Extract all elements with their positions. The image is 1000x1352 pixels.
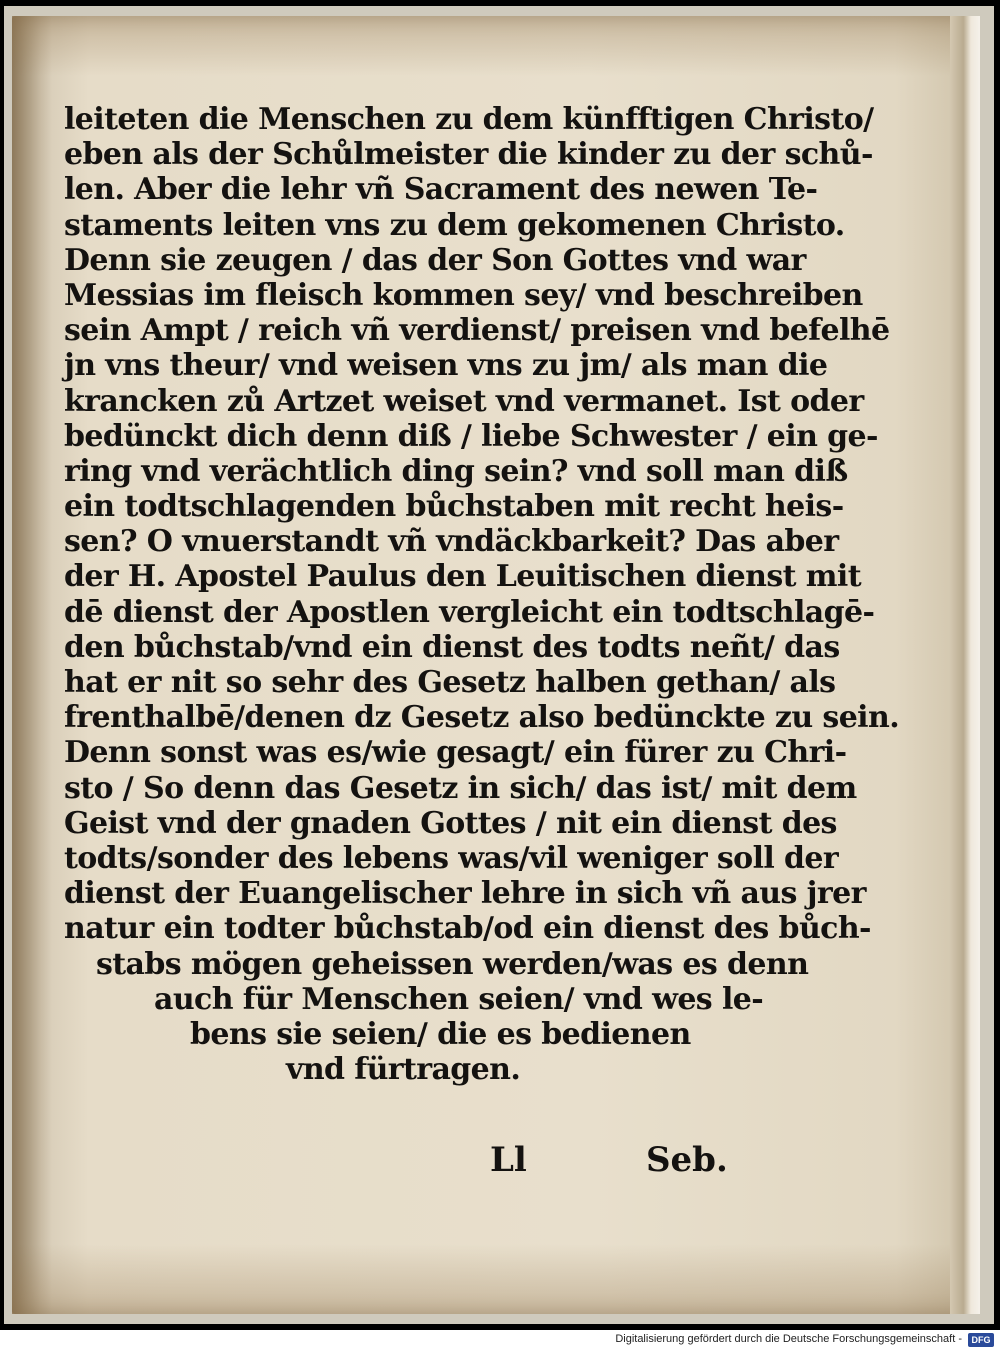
text-line: sto / So denn das Gesetz in sich/ das ist/ mit dem bbox=[64, 770, 857, 806]
text-line: Denn sonst was es/wie gesagt/ ein fürer zu Chri- bbox=[64, 735, 847, 771]
catchword: Seb. bbox=[646, 1140, 728, 1180]
body-text bbox=[64, 102, 900, 1088]
text-line: vnd fürtragen. bbox=[286, 1052, 521, 1088]
text-line: bedünckt dich denn diß / liebe Schwester / ein ge- bbox=[64, 418, 878, 454]
funding-credit: Digitalisierung gefördert durch die Deutsche Forschungsgemeinschaft - bbox=[615, 1333, 962, 1345]
text-line: jn vns theur/ vnd weisen vns zu jm/ als man die bbox=[64, 348, 828, 384]
text-line: der H. Apostel Paulus den Leuitischen dienst mit bbox=[64, 559, 861, 595]
digitization-footer bbox=[0, 1330, 1000, 1352]
text-line: eben als der Schůlmeister die kinder zu der schů- bbox=[64, 137, 873, 173]
text-line: dē dienst der Apostlen vergleicht ein todtschlagē- bbox=[64, 594, 875, 630]
signature-mark: Ll bbox=[490, 1140, 527, 1180]
text-line: hat er nit so sehr des Gesetz halben gethan/ als bbox=[64, 665, 836, 700]
scan-board bbox=[4, 6, 994, 1324]
text-line: Geist vnd der gnaden Gottes / nit ein dienst des bbox=[64, 805, 837, 841]
page-edge-shading bbox=[12, 16, 52, 1314]
text-line: dienst der Euangelischer lehre in sich vñ aus jrer bbox=[64, 876, 866, 912]
text-line: auch für Menschen seien/ vnd wes le- bbox=[154, 981, 764, 1017]
text-line: Denn sie zeugen / das der Son Gottes vnd war bbox=[64, 242, 806, 278]
text-line: ein todtschlagenden bůchstaben mit recht heis- bbox=[64, 489, 844, 525]
dfg-logo: DFG bbox=[968, 1333, 994, 1347]
text-line: staments leiten vns zu dem gekomenen Christo. bbox=[64, 207, 845, 243]
page-gutter bbox=[950, 16, 980, 1314]
text-line: natur ein todter bůchstab/od ein dienst des bůch- bbox=[64, 911, 871, 947]
page-bottom-stain bbox=[12, 1244, 972, 1314]
text-line: ring vnd verächtlich ding sein? vnd soll man diß bbox=[64, 453, 848, 489]
text-line: stabs mögen geheissen werden/was es denn bbox=[96, 946, 809, 982]
text-line: len. Aber die lehr vñ Sacrament des newen Te- bbox=[64, 172, 818, 208]
text-line: sein Ampt / reich vñ verdienst/ preisen vnd befelhē bbox=[64, 313, 890, 349]
text-line: Messias im fleisch kommen sey/ vnd beschreiben bbox=[64, 277, 863, 313]
text-line: frenthalbē/denen dz Gesetz also bedünckte zu sein. bbox=[64, 700, 900, 736]
page-top-stain bbox=[12, 16, 972, 76]
text-line: bens sie seien/ die es bedienen bbox=[190, 1016, 691, 1052]
text-line: sen? O vnuerstandt vñ vndäckbarkeit? Das aber bbox=[64, 524, 839, 560]
text-line: den bůchstab/vnd ein dienst des todts neñt/ das bbox=[64, 629, 840, 665]
text-line: todts/sonder des lebens was/vil weniger soll der bbox=[64, 840, 839, 876]
book-page bbox=[12, 16, 972, 1314]
text-line: leiteten die Menschen zu dem künfftigen Christo/ bbox=[64, 102, 874, 137]
text-line: krancken zů Artzet weiset vnd vermanet. Ist oder bbox=[64, 383, 864, 419]
